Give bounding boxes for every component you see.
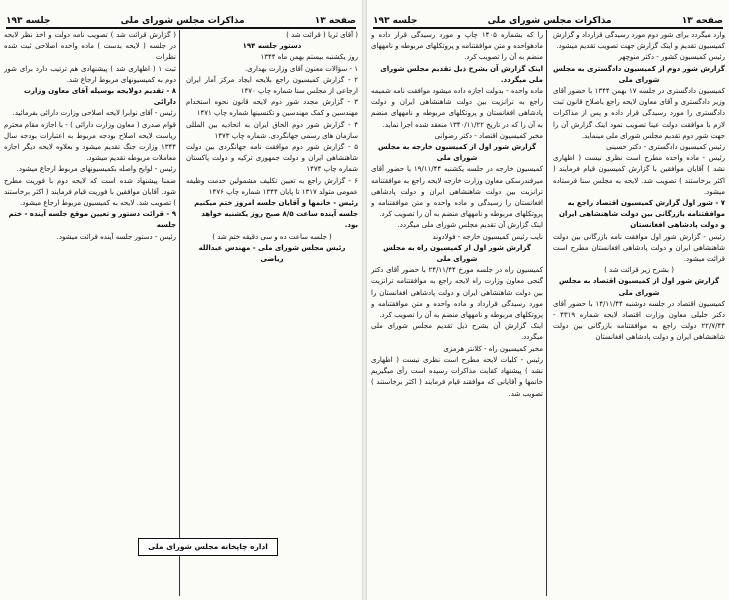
paragraph: رئیس - آقای نوابرا لایحه اصلاحی وزارت دارائی بفرمائید. <box>12 109 176 118</box>
paragraph: اینک گزارش آن بشرح ذیل تقدیم مجلس شورای ملی میگردد. <box>371 322 543 342</box>
paragraph: رئیس کمیسیون دادگستری - دکتر حسینی <box>606 143 725 152</box>
section-heading: ۹ - قرائت دستور و تعیین موقع جلسه آینده - ختم جلسه <box>8 210 176 230</box>
session-number: جلسه ۱۹۳ <box>6 16 51 26</box>
paragraph: ۵ - گزارش شور دوم موافقت نامه جهانگردی بین دولت شاهنشاهی ایران و دولت جمهوری ترکیه و دولت پاکستان شماره چاپ ۱۴۷۴ <box>186 143 358 174</box>
paragraph: اینک گزارش آن تقدیم مجلس شورای ملی میگردد. <box>397 221 543 230</box>
paragraph: کمیسیون راه در جلسه مورخ ۲۴/۱۱/۴۴ با حضور آقای دکتر گنجی معاون وزارت راه لایحه راجع به موافقتنامه ترانزیت بین دولت شاهنشاهی ایران و دولت پادشاهی افغانستان را مورد رسیدگی قرارداد و ماده واحده و متن موافقتنامه و پروتکلهای مربوطه و نامههای منضم به آن را تصویب کرد. <box>371 266 543 320</box>
right-page-column-right <box>553 30 725 596</box>
paragraph: ( بشرح زیر قرائت شد ) <box>604 266 674 275</box>
paragraph: مخبر کمیسیون اقتصاد - دکتر رضوانی <box>434 131 543 140</box>
paragraph: قوام صدری ( معاون وزارت دارائی ) - با اجازه مقام محترم ریاست لایحه اصلاح بودجه مربوط به اعتبارات بودجه سال ۱۳۴۴ وزارت جنگ تقدیم میشود و بعلاوه لایحه دیگر اجازه معاملات مربوطه تقدیم میشود. <box>4 120 176 163</box>
section-heading: رئیس مجلس شورای ملی - مهندس عبدالله ریاضی <box>198 243 346 264</box>
session-number: جلسه ۱۹۳ <box>373 16 418 26</box>
paragraph: رئیس - ماده واحده مطرح است نظری نیست ( اظهاری نشد ) آقایان موافقین با گزارش کمیسیون قیام فرمایند ( اکثر برخاستند ) تصویب شد. لایحه به مجلس سنا فرستاده میشود. <box>553 154 725 196</box>
section-heading: ۷ - شور اول گزارش کمیسیون اقتصاد راجع به موافقتنامه بازرگانی بین دولت شاهنشاهی ایران و دولت پادشاهی افغانستان <box>558 199 725 230</box>
section-heading: گزارش شور اول از کمیسیون اقتصاد به مجلس شورای ملی <box>558 277 720 297</box>
paragraph: ۱ - سؤالات معنون آقای وزارت بهداری. <box>244 64 358 73</box>
section-heading: اینک گزارش آن بشرح ذیل تقدیم مجلس شورای ملی میگردد. <box>380 64 543 84</box>
paragraph: نایب رئیس کمیسیون خارجه - فولادوند <box>432 232 543 241</box>
printing-house-stamp: اداره چاپخانه مجلس شورای ملی <box>138 538 278 556</box>
paragraph: ۳ - گزارش مجدد شور دوم لایحه قانون نحوه استخدام مهندسین و کمک مهندسین و تکنسینها شماره چاپ ۱۴۷۱ <box>186 98 358 118</box>
section-heading: دستور جلسه ۱۹۴ <box>242 42 302 51</box>
page-number: صفحه ۱۳ <box>314 16 356 26</box>
paragraph: کمیسیون اقتصاد در جلسه دوشنبه ۱۴/۱۱/۴۴ با حضور آقای دکتر خلیلی معاون وزارت اقتصاد لایحه شماره ۴۳۱۹ - ۲۲/۷/۴۴ دولت راجع به موافقتنامه بازرگانی بین دولت شاهنشاهی ایران و دولت پادشاهی افغانستان <box>553 299 725 342</box>
paragraph: وارد میگردد برای شور دوم مورد رسیدگی قرارداد و گزارش کمیسیون تقدیم و اینک گزارش جهت تصویب تقدیم میشود. <box>553 31 725 51</box>
paragraph: رئیس - دستور جلسه آینده قرائت میشود. <box>56 232 176 241</box>
paragraph: کمیسیون دادگستری در جلسه ۱۷ بهمن ۱۳۴۴ با حضور آقای وزیر دادگستری و آقای معاون لایحه راجع باصلاح قانون ثبت دادگستری را مورد رسیدگی قرار داده و پس از مذاکرات لازم با موافقت دولت عینا تصویب نمود اینک گزارش آن را جهت شور دوم تقدیم مجلس شورای ملی مینماید. <box>553 87 725 140</box>
left-page-header <box>6 4 356 29</box>
paragraph: ۲ - گزارش کمیسیون راجع بلایحه ایجاد مرکز آمار ایران ارجاعی از مجلس سنا شماره چاپ ۱۴۷۰ <box>186 75 358 96</box>
page-number: صفحه ۱۳ <box>681 16 723 26</box>
paragraph: ( آقای ثریا ( قرائت شد ) <box>286 31 358 39</box>
paragraph: روز یکشنبه بیستم بهمن ماه ۱۳۴۴ <box>260 53 358 62</box>
section-heading: ۸ - تقدیم دولایحه بوسیله آقای معاون وزارت دارائی <box>23 87 176 107</box>
left-page-column-right <box>186 30 358 596</box>
left-page <box>0 0 362 600</box>
column-divider <box>546 30 547 596</box>
publication-title: مذاکرات مجلس شورای ملی <box>120 16 245 26</box>
paragraph: ثبت ۱ ( اظهاری شد ) پیشنهادی هم ترتیب دارد برای شور دوم به کمیسیونهای مربوط ارجاع شد. <box>4 64 176 84</box>
paragraph: ضمنا پیشنهاد شده است که لایحه دوم با فوریت مطرح شود. آقایان موافقین با فوریت قیام فرمایند ( اکثر برخاستند ) تصویب شد. لایحه به کمیسیون مربوط ارجاع میشود. <box>4 176 176 208</box>
paragraph: رئیس - کلیات لایحه مطرح است نظری نیست ( اظهاری نشد ) پیشنهاد کفایت مذاکرات رسیده است رأی میگیریم خانمها و آقایانی که موافقند قیام فرمایند ( اکثر برخاستند ) تصویب شد. <box>371 355 543 398</box>
paragraph: ( گزارش قرائت شد ) تصویب نامه دولت و اخذ نظر لایحه در جلسه ( لایحه بدست ) ماده واحده اصلاحی ثبت شده نظرات <box>4 31 176 62</box>
right-page <box>367 0 729 600</box>
section-heading: رئیس - خانمها و آقایان جلسه امروز ختم میکنیم جلسه آینده ساعت ۸/۵ صبح روز یکشنبه خواهد بود. <box>194 199 358 230</box>
publication-title: مذاکرات مجلس شورای ملی <box>487 16 612 26</box>
paragraph: رئیس - لوایح واصله بکمیسیونهای مربوط ارجاع میشود. <box>16 165 176 174</box>
paragraph: ۴ - گزارش شور دوم الحاق ایران به اتحادیه بین المللی سازمان های رسمی جهانگردی. شماره چاپ ۱۴۷۳ <box>186 120 358 140</box>
right-page-column-left <box>371 30 543 596</box>
paragraph: ماده واحده - بدولت اجازه داده میشود موافقت نامه شمیمه راجع به ترانزیت بین دولت شاهنشاهی ایران و دولت پادشاهی افغانستان و پروتکلهای مربوطه و نامههای منضم به آن را که در تاریخ ۱۳۴۰/۱۱/۲۲ منعقد شده اجرا نماید. <box>371 87 543 129</box>
section-heading: گزارش شور اول از کمیسیون خارجه به مجلس شورای ملی <box>377 143 537 163</box>
paragraph: ۶ - گزارش راجع به تعیین تکلیف مشمولین خدمت وظیفه عمومی متولد ۱۳۱۷ تا پایان ۱۳۴۴ شماره چاپ ۱۴۷۶ <box>186 176 358 196</box>
column-divider <box>179 30 180 596</box>
section-heading: گزارش شور دوم از کمیسیون دادگستری به مجلس شورای ملی <box>553 64 725 84</box>
paragraph: مخبر کمیسیون راه - کلانتر هرمزی <box>443 344 543 353</box>
paragraph: ( جلسه ساعت ده و سی دقیقه ختم شد ) <box>212 232 332 241</box>
right-page-header <box>373 4 723 29</box>
paragraph: کمیسیون خارجه در جلسه یکشنبه ۱۹/۱۱/۴۴ با حضور آقای میرفندرسکی معاون وزارت خارجه لایحه راجع به موافقتنامه ترانزیت بین دولت شاهنشاهی ایران و دولت پادشاهی افغانستان را رسیدگی و ماده واحده و متن موافقتنامه و پروتکلهای مربوطه و نامههای منضم به آن را تصویب کرد. <box>371 165 543 219</box>
section-heading: گزارش شور اول از کمیسیون راه به مجلس شورای ملی <box>383 243 531 264</box>
paragraph: رئیس کمیسیون کشور - دکتر منوچهر <box>618 53 725 62</box>
left-page-column-left <box>4 30 176 596</box>
paragraph: را که بشماره ۱۴۰۵ چاپ و مورد رسیدگی قرار داده و مادهواحده و متن موافقتنامه و پروتکلهای مربوطه و نامههای منضم به آن را تصویب کرد. <box>371 31 543 62</box>
paragraph: رئیس - گزارش شور اول موافقت نامه بازرگانی بین دولت شاهنشاهی ایران و دولت پادشاهی افغانستان مطرح است قرائت میشود. <box>553 232 725 264</box>
